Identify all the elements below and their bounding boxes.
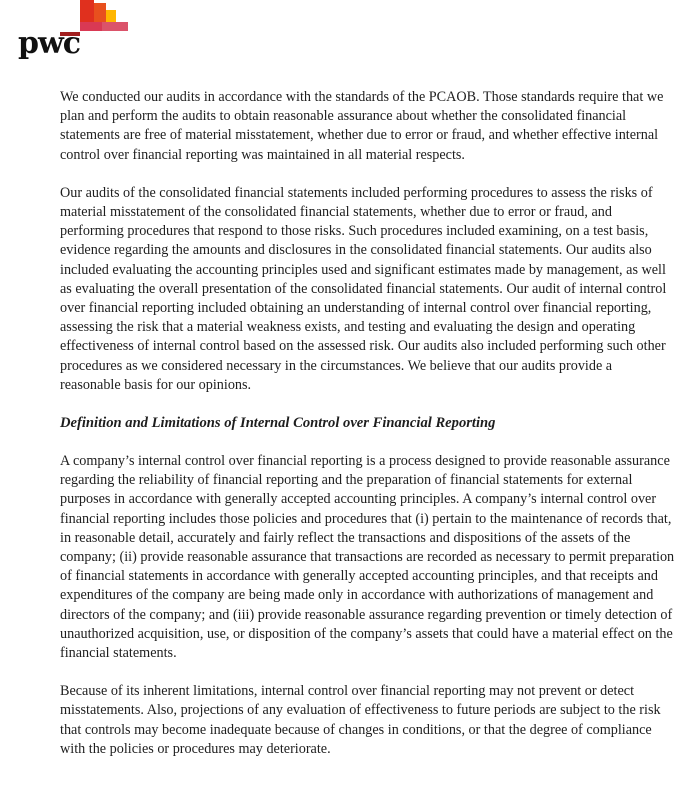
section-heading: Definition and Limitations of Internal Control over Financial Reporting [60, 415, 496, 432]
paragraph: We conducted our audits in accordance with the standards of the PCAOB. Those standards require that we plan and perform the audits to obtain reasonable assurance about whether the consolidated financial statements are free of material misstatement, whether due to error or fraud, and whether effective internal control over financial reporting was maintained in all material respects. [60, 89, 664, 163]
document-body [60, 88, 675, 778]
pwc-logo-text: pwc [18, 26, 81, 61]
paragraph: A company’s internal control over financial reporting is a process designed to provide reasonable assurance regarding the reliability of financial reporting and the preparation of financial statements for external purposes in accordance with generally accepted accounting principles. A company’s internal control over financial reporting includes those policies and procedures that (i) pertain to the maintenance of records that, in reasonable detail, accurately and fairly reflect the transactions and dispositions of the assets of the company; (ii) provide reasonable assurance that transactions are recorded as necessary to permit preparation of financial statements in accordance with generally accepted accounting principles, and that receipts and expenditures of the company are being made only in accordance with authorizations of management and directors of the company; and (iii) provide reasonable assurance regarding prevention or timely detection of unauthorized acquisition, use, or disposition of the company’s assets that could have a material effect on the financial statements. [60, 453, 675, 662]
paragraph: Our audits of the consolidated financial statements included performing procedures to assess the risks of material misstatement of the consolidated financial statements, whether due to error or fraud, and performing procedures that respond to those risks. Such procedures included examining, on a test basis, evidence regarding the amounts and disclosures in the consolidated financial statements. Our audits also included evaluating the accounting principles used and significant estimates made by management, as well as evaluating the overall presentation of the consolidated financial statements. Our audit of internal control over financial reporting included obtaining an understanding of internal control over financial reporting, assessing the risk that a material weakness exists, and testing and evaluating the design and operating effectiveness of internal control based on the assessed risk. Our audits also included performing such other procedures as we considered necessary in the circumstances. We believe that our audits provide a reasonable basis for our opinions. [60, 184, 667, 393]
paragraph: Because of its inherent limitations, internal control over financial reporting may not prevent or detect misstatements. Also, projections of any evaluation of effectiveness to future periods are subject to the risk that controls may become inadequate because of changes in conditions, or that the degree of compliance with the policies or procedures may deteriorate. [60, 683, 661, 757]
